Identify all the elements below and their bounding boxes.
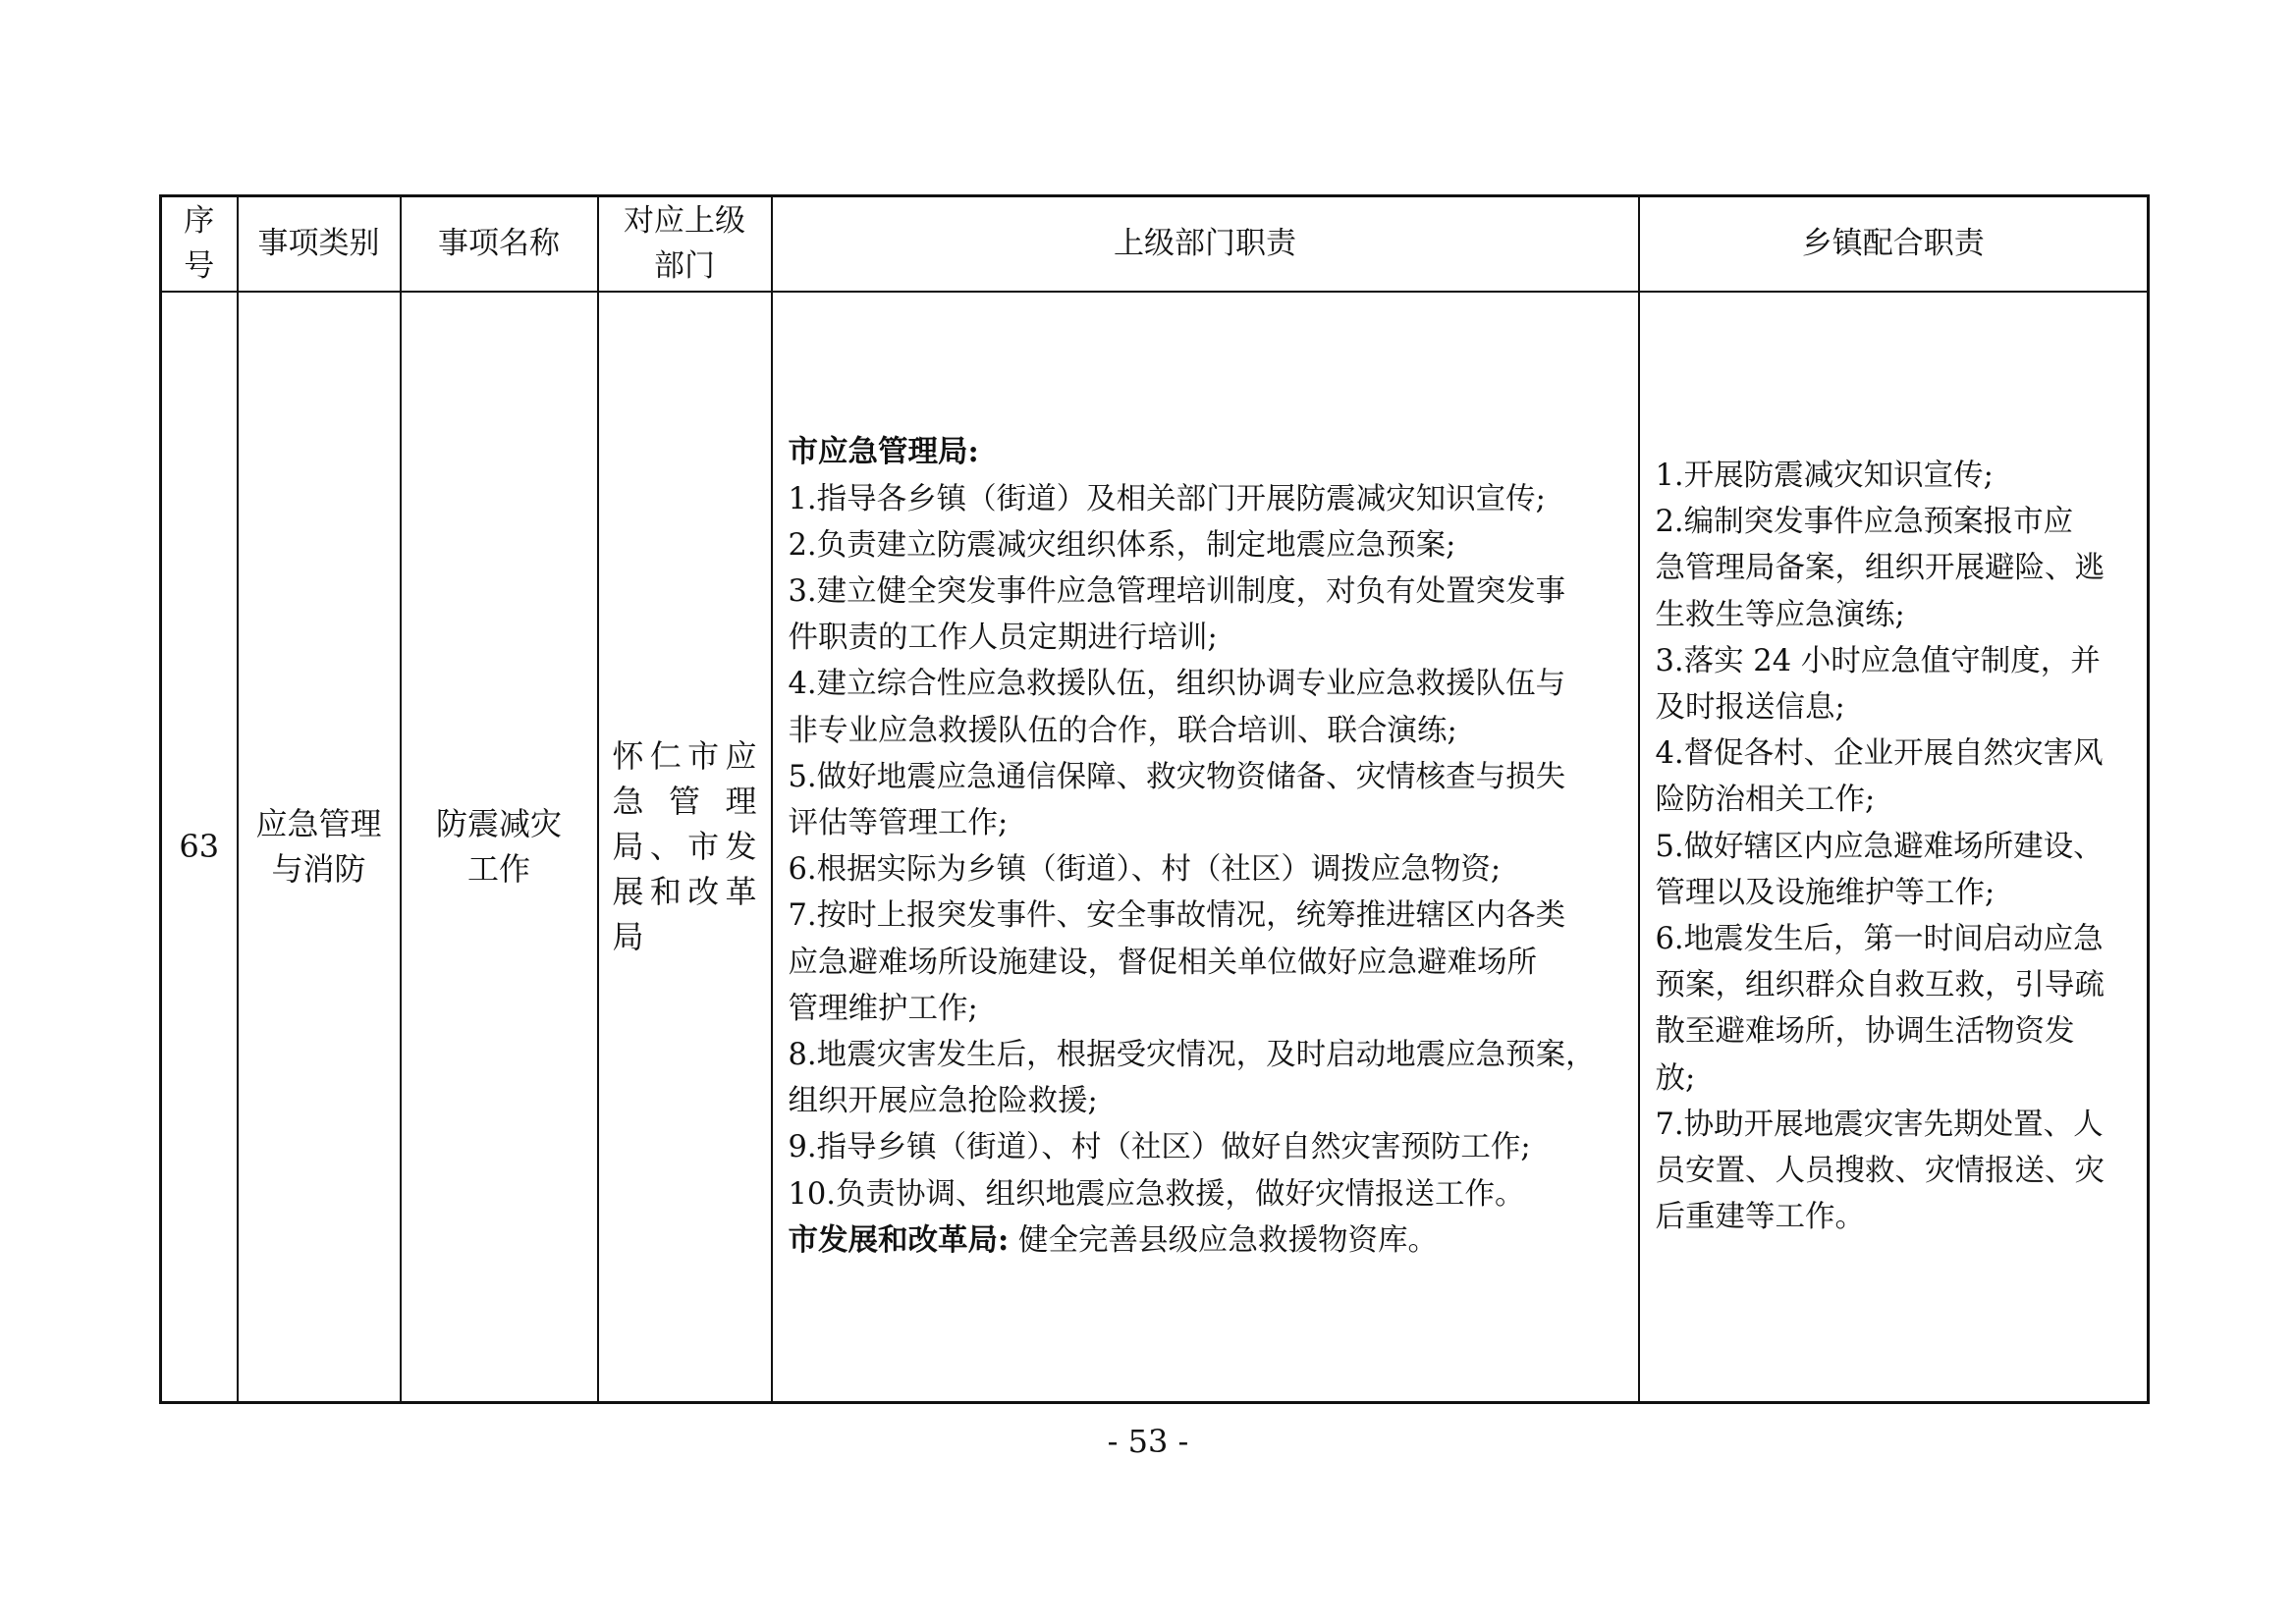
town-duty-line: 生救生等应急演练; xyxy=(1655,597,1905,632)
town-duty-line: 散至避难场所，协调生活物资发 xyxy=(1655,1014,2075,1050)
upper-duty-line xyxy=(789,754,1624,800)
duty-text: 3.建立健全突发事件应急管理培训制度，对负有处置突发事 xyxy=(788,574,1566,610)
row-upper-duties xyxy=(772,292,1639,1403)
header-dept: 对应上级 部门 xyxy=(598,196,772,292)
duty-text: 件职责的工作人员定期进行培训; xyxy=(788,621,1218,656)
duty-text: 组织开展应急抢险救援; xyxy=(788,1084,1098,1119)
department-heading: 市应急管理局: xyxy=(788,434,979,470)
header-seq: 序 号 xyxy=(161,196,238,292)
duty-text: 应急避难场所设施建设，督促相关单位做好应急避难场所 xyxy=(788,945,1537,980)
upper-duty-line xyxy=(789,800,1624,846)
duty-text: 评估等管理工作; xyxy=(788,806,1009,841)
upper-duty-line xyxy=(789,522,1624,568)
duty-text: 10.负责协调、组织地震应急救援，做好灾情报送工作。 xyxy=(788,1176,1525,1212)
town-duty-line: 员安置、人员搜救、灾情报送、灾 xyxy=(1655,1154,2105,1189)
town-duty-line: 1.开展防震减灾知识宣传; xyxy=(1655,459,1994,494)
page-number: - 53 - xyxy=(1107,1423,1189,1460)
row-category: 应急管理 与消防 xyxy=(238,292,401,1403)
upper-duty-line xyxy=(789,1124,1624,1170)
town-duty-line: 4.督促各村、企业开展自然灾害风 xyxy=(1655,736,2104,772)
duty-text: 5.做好地震应急通信保障、救灾物资储备、灾情核查与损失 xyxy=(788,759,1566,794)
town-duty-line: 险防治相关工作; xyxy=(1655,783,1876,818)
upper-duty-line xyxy=(789,986,1624,1032)
duty-text: 2.负责建立防震减灾组织体系，制定地震应急预案; xyxy=(788,527,1456,563)
upper-duty-line xyxy=(789,940,1624,986)
upper-duty-line xyxy=(789,615,1624,661)
upper-duty-line xyxy=(789,1078,1624,1124)
upper-duty-line xyxy=(789,893,1624,939)
town-duty-line: 5.做好辖区内应急避难场所建设、 xyxy=(1655,829,2104,864)
row-town-duties xyxy=(1639,292,2149,1403)
upper-duty-line xyxy=(789,846,1624,893)
town-duty-line: 7.协助开展地震灾害先期处置、人 xyxy=(1655,1107,2104,1142)
upper-duty-line xyxy=(789,1171,1624,1217)
town-duty-line: 预案，组织群众自救互救，引导疏 xyxy=(1655,968,2105,1003)
town-duty-line: 6.地震发生后，第一时间启动应急 xyxy=(1655,922,2104,957)
header-name: 事项名称 xyxy=(401,196,598,292)
upper-duty-line xyxy=(789,1217,1624,1264)
duty-text: 4.建立综合性应急救援队伍，组织协调专业应急救援队伍与 xyxy=(788,667,1566,702)
town-duty-line: 放; xyxy=(1655,1060,1696,1096)
town-duty-line: 后重建等工作。 xyxy=(1655,1200,1865,1235)
town-duty-line: 及时报送信息; xyxy=(1655,690,1845,726)
upper-duty-line xyxy=(789,708,1624,754)
upper-duty-line xyxy=(789,1032,1624,1078)
duty-text: 管理维护工作; xyxy=(788,991,978,1026)
duty-text: 非专业应急救援队伍的合作，联合培训、联合演练; xyxy=(788,713,1457,748)
header-category: 事项类别 xyxy=(238,196,401,292)
header-upper-duties: 上级部门职责 xyxy=(772,196,1639,292)
duty-text: 7.按时上报突发事件、安全事故情况，统筹推进辖区内各类 xyxy=(788,898,1566,934)
duty-text: 6.根据实际为乡镇（街道）、村（社区）调拨应急物资; xyxy=(788,852,1502,888)
duty-text: 1.指导各乡镇（街道）及相关部门开展防震减灾知识宣传; xyxy=(788,481,1546,516)
responsibility-table xyxy=(159,194,2150,1404)
upper-duty-line xyxy=(789,476,1624,522)
row-dept: 怀仁市应 急 管 理 局、市发 展和改革 局 xyxy=(598,292,772,1403)
upper-duty-line xyxy=(789,661,1624,707)
row-name: 防震减灾 工作 xyxy=(401,292,598,1403)
upper-duty-line xyxy=(789,568,1624,615)
table-header-row xyxy=(161,196,2149,292)
duty-text: 8.地震灾害发生后，根据受灾情况，及时启动地震应急预案， xyxy=(788,1038,1596,1073)
town-duties-list xyxy=(1656,453,2134,1240)
upper-duty-line xyxy=(789,429,1624,475)
town-duty-line: 3.落实 24 小时应急值守制度，并 xyxy=(1655,643,2101,678)
table-row xyxy=(161,292,2149,1403)
duty-text: 健全完善县级应急救援物资库。 xyxy=(1009,1222,1438,1258)
town-duty-line: 管理以及设施维护等工作; xyxy=(1655,875,1995,910)
town-duty-line: 急管理局备案，组织开展避险、逃 xyxy=(1655,551,2105,586)
upper-duties-list xyxy=(789,429,1624,1264)
duty-text: 9.指导乡镇（街道）、村（社区）做好自然灾害预防工作; xyxy=(788,1130,1531,1165)
header-town-duties: 乡镇配合职责 xyxy=(1639,196,2149,292)
town-duty-line: 2.编制突发事件应急预案报市应 xyxy=(1655,505,2074,540)
row-seq: 63 xyxy=(161,292,238,1403)
department-heading: 市发展和改革局: xyxy=(788,1221,1010,1258)
